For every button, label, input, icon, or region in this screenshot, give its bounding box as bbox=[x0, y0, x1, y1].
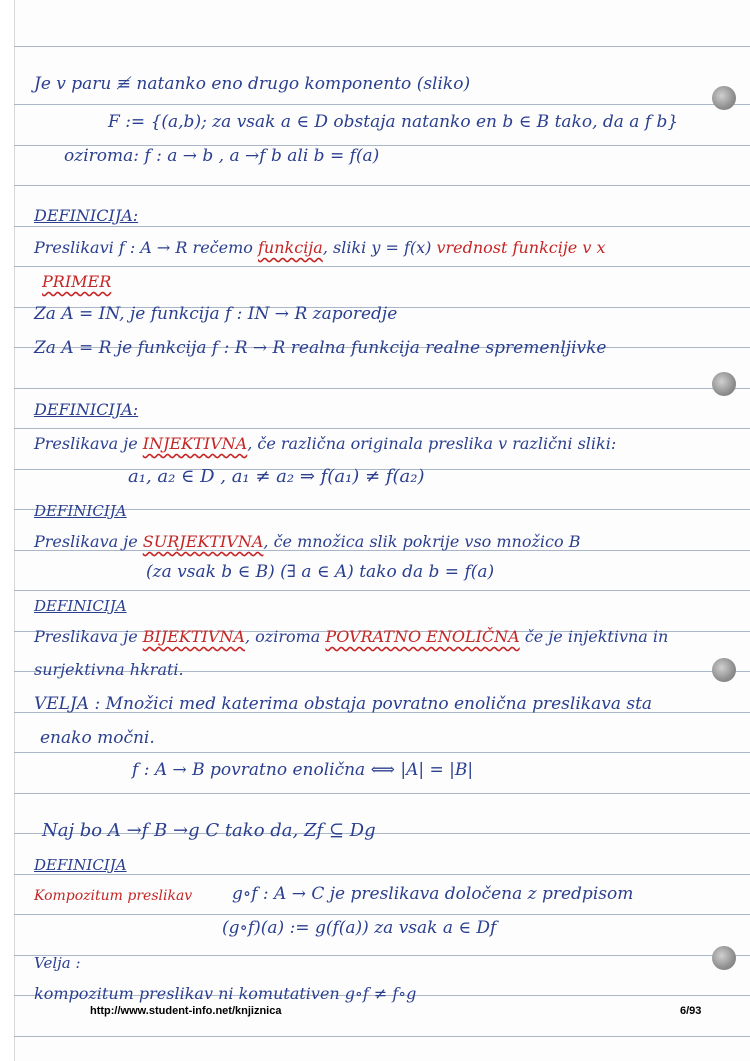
definition-heading: DEFINICIJA bbox=[34, 597, 127, 615]
function-definition-start: Preslikavi f : A → R rečemo bbox=[34, 238, 253, 257]
term-bijektivna: BIJEKTIVNA bbox=[142, 627, 245, 646]
source-url: http://www.student-info.net/knjiznica bbox=[90, 1005, 282, 1017]
example-heading: PRIMER bbox=[42, 272, 112, 291]
bijective-continuation: surjektivna hkrati. bbox=[34, 660, 184, 679]
binder-hole bbox=[712, 372, 736, 396]
ruled-line bbox=[14, 428, 750, 429]
surjective-explanation: , če množica slik pokrije vso množico B bbox=[263, 532, 581, 551]
bijective-oziroma: , oziroma bbox=[244, 627, 321, 646]
ruled-line bbox=[14, 874, 750, 875]
injective-formula: a₁, a₂ ∈ D , a₁ ≠ a₂ ⇒ f(a₁) ≠ f(a₂) bbox=[128, 466, 425, 487]
bijective-definition bbox=[34, 627, 668, 646]
intro-line: Je v paru ≢ natanko eno drugo komponento (sliko) bbox=[34, 74, 471, 94]
term-surjektivna: SURJEKTIVNA bbox=[142, 532, 264, 551]
term-injektivna: INJEKTIVNA bbox=[142, 434, 248, 453]
notation-line: oziroma: f : a → b , a →f b ali b = f(a) bbox=[64, 146, 380, 166]
binder-hole bbox=[712, 86, 736, 110]
term-funkcija: funkcija bbox=[258, 238, 323, 257]
binder-hole bbox=[712, 946, 736, 970]
function-image-text: , sliki y = f(x) bbox=[322, 238, 432, 257]
ruled-line bbox=[14, 266, 750, 267]
definition-heading: DEFINICIJA: bbox=[34, 206, 139, 225]
injective-prefix: Preslikava je bbox=[34, 434, 138, 453]
ruled-line bbox=[14, 185, 750, 186]
ruled-line bbox=[14, 388, 750, 389]
ruled-line bbox=[14, 914, 750, 915]
composition-formula: (g∘f)(a) := g(f(a)) za vsak a ∈ Df bbox=[222, 918, 497, 938]
relation-definition: F := {(a,b); za vsak a ∈ D obstaja natanko en b ∈ B tako, da a f b} bbox=[108, 112, 679, 132]
cardinality-equivalence: f : A → B povratno enolična ⟺ |A| = |B| bbox=[132, 760, 474, 780]
page-number: 6/93 bbox=[680, 1005, 702, 1017]
bijective-explanation: če je injektivna in bbox=[524, 627, 669, 646]
example-real-function: Za A = R je funkcija f : R → R realna funkcija realne spremenljivke bbox=[34, 338, 607, 358]
composition-setup: Naj bo A →f B →g C tako da, Zf ⊆ Dg bbox=[42, 820, 376, 841]
velja-statement: VELJA : Množici med katerima obstaja povratno enolična preslikava sta bbox=[34, 694, 653, 714]
composition-definition: g∘f : A → C je preslikava določena z predpisom bbox=[232, 884, 634, 904]
ruled-line bbox=[14, 46, 750, 47]
non-commutative-statement: kompozitum preslikav ni komutativen g∘f ≠ f∘g bbox=[34, 984, 417, 1003]
injective-explanation: , če različna originala preslika v različni sliki: bbox=[247, 434, 617, 453]
term-kompozitum: Kompozitum preslikav bbox=[34, 888, 193, 904]
velja-continuation: enako močni. bbox=[40, 728, 155, 748]
ruled-line bbox=[14, 104, 750, 105]
ruled-line bbox=[14, 1036, 750, 1037]
surjective-definition bbox=[34, 532, 580, 551]
ruled-line bbox=[14, 955, 750, 956]
ruled-line bbox=[14, 793, 750, 794]
term-povratno-enolicna: POVRATNO ENOLIČNA bbox=[325, 627, 520, 646]
binder-hole bbox=[712, 658, 736, 682]
surjective-formula: (za vsak b ∈ B) (∃ a ∈ A) tako da b = f(a) bbox=[146, 562, 495, 582]
velja-heading: Velja : bbox=[34, 954, 81, 972]
ruled-line bbox=[14, 752, 750, 753]
term-vrednost-funkcije: vrednost funkcije v x bbox=[436, 238, 606, 257]
definition-heading: DEFINICIJA bbox=[34, 856, 127, 874]
function-definition-text bbox=[34, 238, 606, 257]
ruled-line bbox=[14, 226, 750, 227]
definition-heading: DEFINICIJA: bbox=[34, 400, 139, 419]
ruled-line bbox=[14, 590, 750, 591]
bijective-prefix: Preslikava je bbox=[34, 627, 138, 646]
surjective-prefix: Preslikava je bbox=[34, 532, 138, 551]
injective-definition bbox=[34, 434, 616, 453]
example-sequence: Za A = IN, je funkcija f : IN → R zaporedje bbox=[34, 304, 398, 324]
definition-heading: DEFINICIJA bbox=[34, 502, 127, 520]
